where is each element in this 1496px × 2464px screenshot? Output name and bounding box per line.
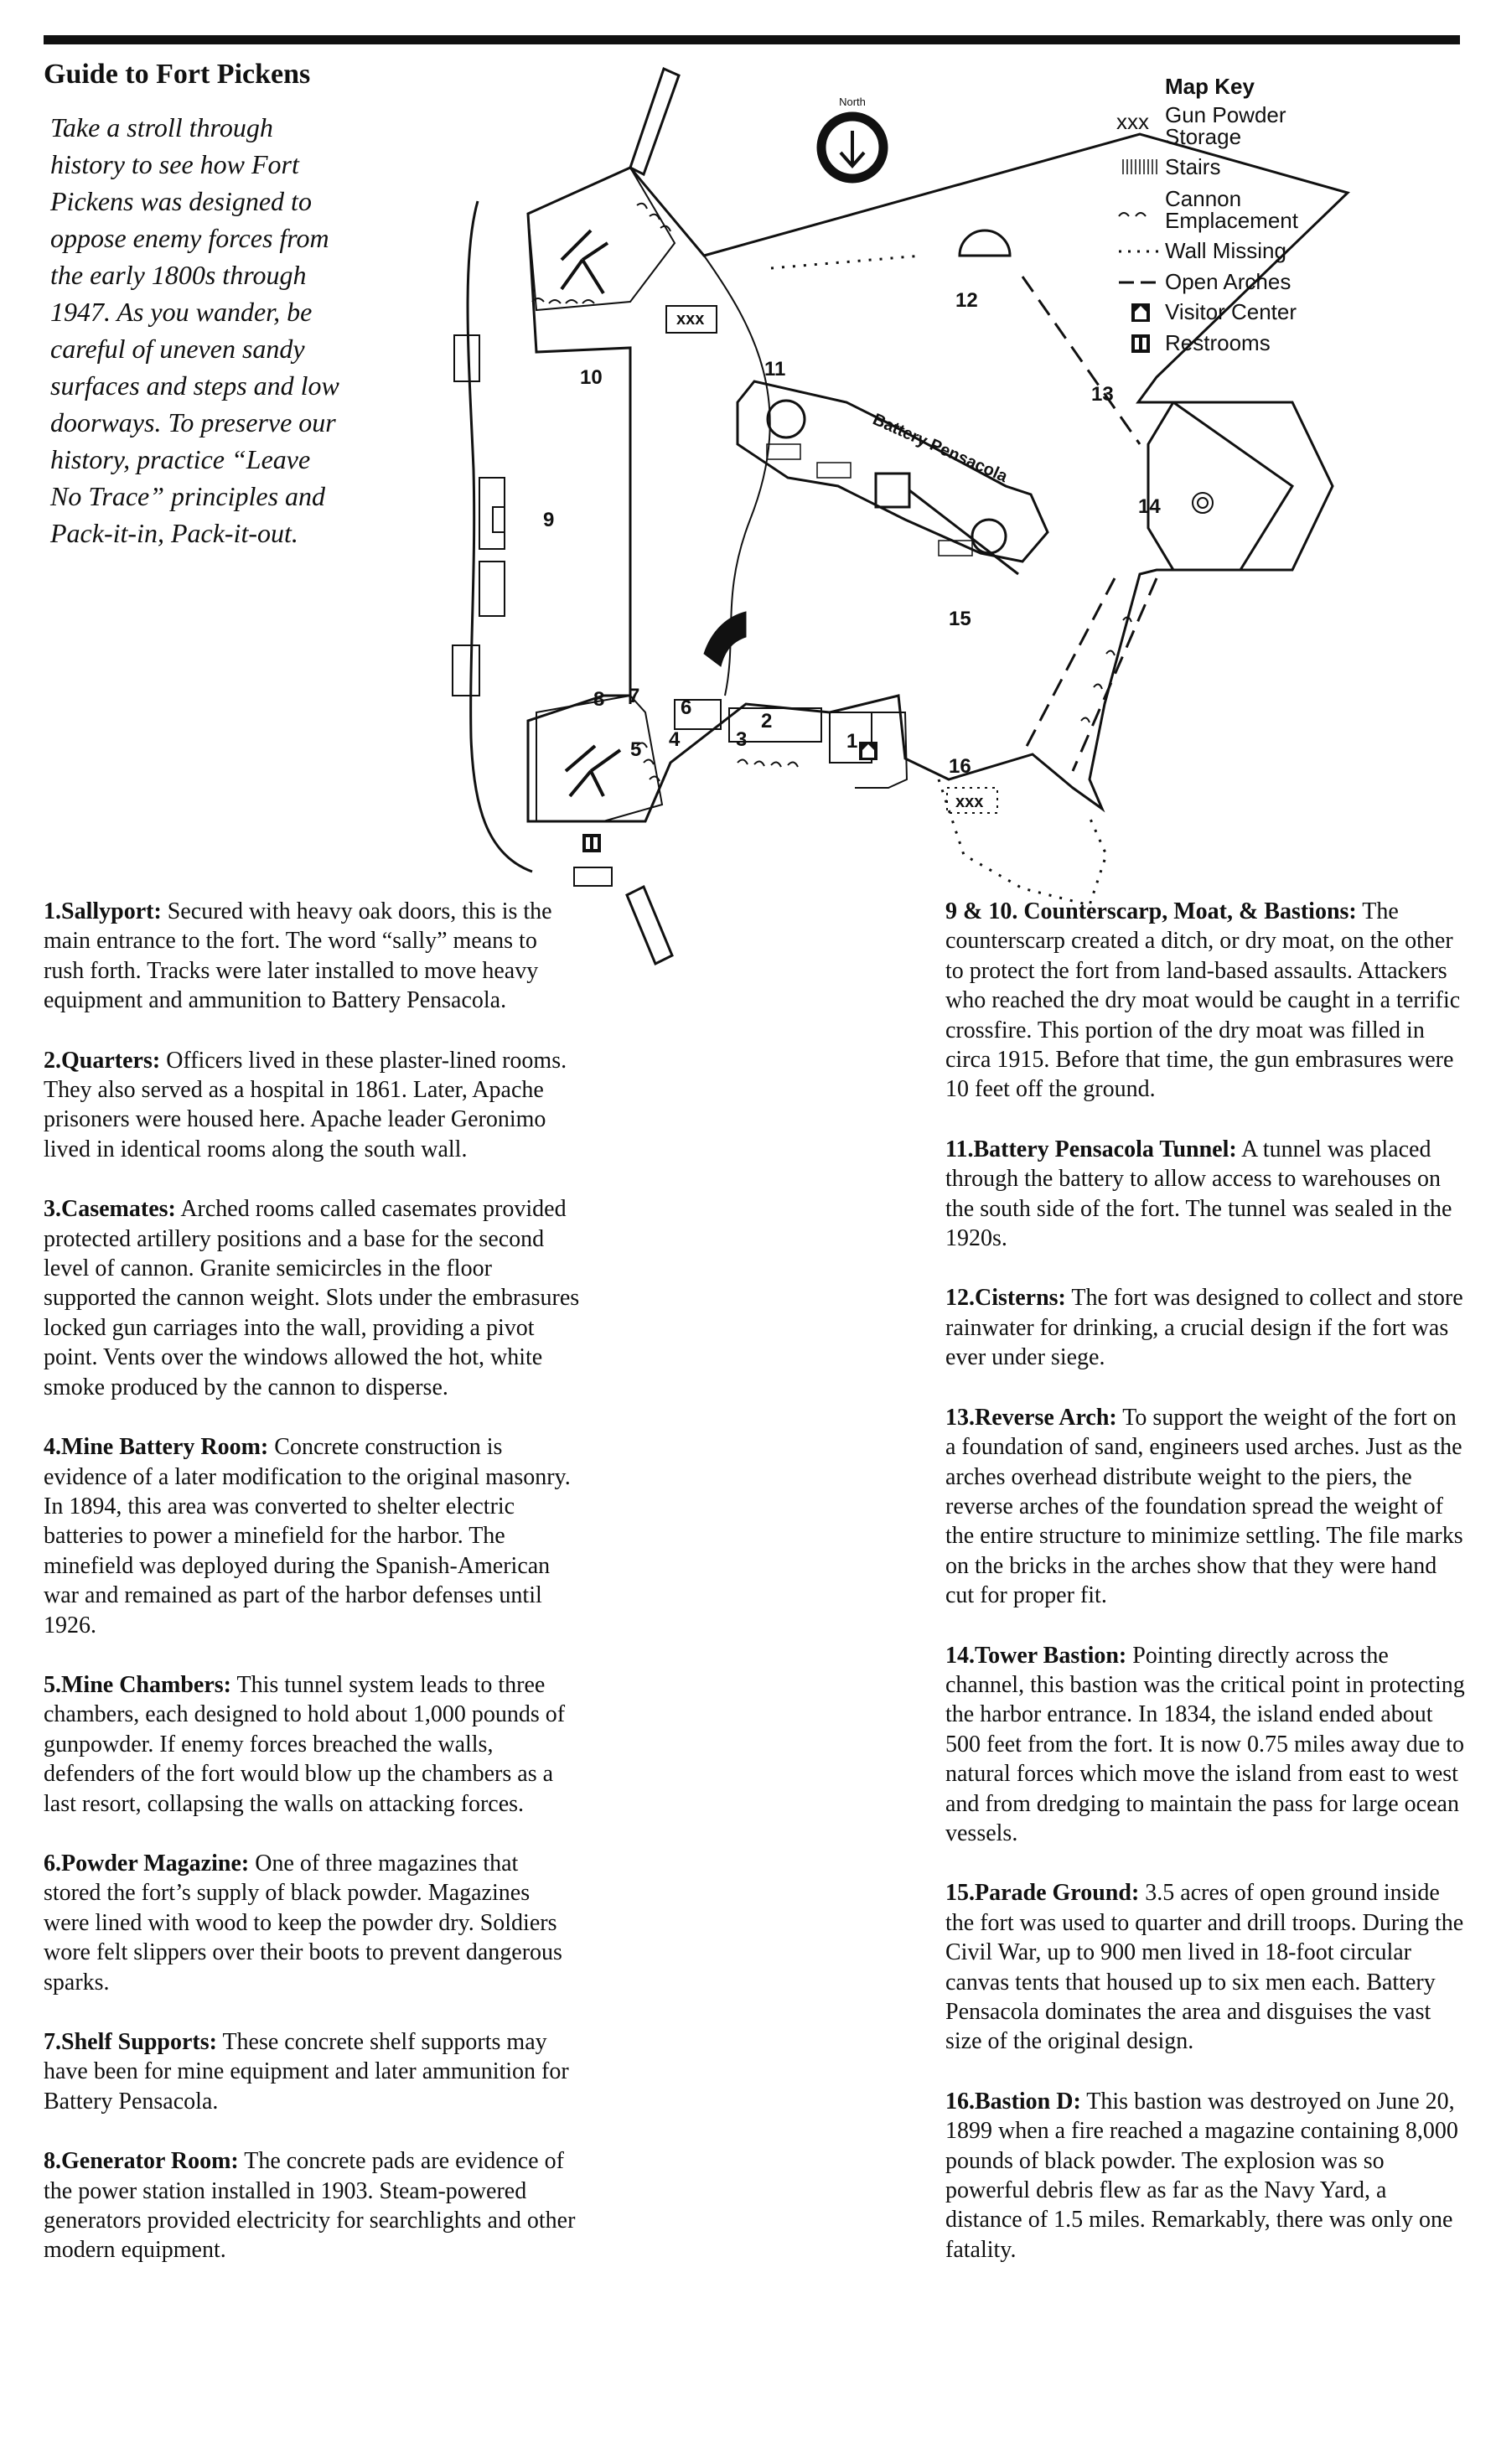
north-approach <box>630 69 679 174</box>
intro-line: history, practice “Leave <box>50 444 311 474</box>
entry-reverse-arch <box>945 1403 1465 1611</box>
entry-mine-chambers <box>44 1670 580 1819</box>
entry-title: 7.Shelf Supports: <box>44 2029 217 2055</box>
key-label: Restrooms <box>1165 330 1271 355</box>
entry-mine-battery-room <box>44 1432 580 1640</box>
gunpowder-mark: xxx <box>676 310 705 329</box>
entry-text: 3.5 acres of open ground inside the fort was used to quarter and drill troops. During the Civil War, up to 900 men lived in 18-foot circular canvas tents that housed up to six men each. Battery Pensacola dominates the area and disguises the vast size of the original design. <box>945 1880 1464 2055</box>
intro-line: 1947. As you wander, be <box>50 297 313 327</box>
stairs-icon <box>1123 159 1157 174</box>
map-key-title: Map Key <box>1165 74 1255 99</box>
entry-title: 9 & 10. Counterscarp, Moat, & Bastions: <box>945 898 1357 924</box>
top-rule <box>44 35 1460 44</box>
entry-text: Concrete construction is evidence of a later modification to the original masonry. In 1894, this area was converted to shelter electric batteries to power a minefield for the harbor. The minefield was deployed during the Spanish-American war and remained as part of the harbor defenses until 1926. <box>44 1434 571 1638</box>
entry-title: 4.Mine Battery Room: <box>44 1434 269 1461</box>
map-number: 1 <box>846 730 858 753</box>
key-label: Stairs <box>1165 154 1221 179</box>
intro-line: Pack-it-in, Pack-it-out. <box>50 518 298 548</box>
entry-counterscarp <box>945 897 1465 1105</box>
entry-text: This tunnel system leads to three chambers, each designed to hold about 1,000 pounds of gunpowder. If enemy forces breached the walls, defenders of the fort would blow up the chambers as a last resort, collapsing the walls on attacking forces. <box>44 1671 566 1817</box>
key-label: Open Arches <box>1165 269 1292 294</box>
entry-title: 2.Quarters: <box>44 1047 161 1074</box>
bastion-southwest <box>536 696 662 821</box>
page-title: Guide to Fort Pickens <box>44 59 311 90</box>
map-number: 12 <box>955 289 978 312</box>
entry-title: 12.Cisterns: <box>945 1285 1066 1312</box>
entry-powder-magazine <box>44 1849 580 1997</box>
entry-text: Officers lived in these plaster-lined rooms. They also served as a hospital in 1861. Later, Apache prisoners were housed here. Apache leader Geronimo lived in identical rooms along the south wall. <box>44 1047 567 1162</box>
entry-title: 11.Battery Pensacola Tunnel: <box>945 1136 1237 1162</box>
visitor-center-icon <box>1131 303 1150 322</box>
gunpowder-mark: xxx <box>955 793 984 811</box>
intro-line: No Trace” principles and <box>50 481 326 511</box>
entry-bastion-d <box>945 2087 1465 2265</box>
tower-bastion <box>1148 402 1333 570</box>
cannon-emplacement-icon <box>1119 213 1146 216</box>
cistern <box>960 230 1010 256</box>
map-number: 16 <box>949 755 971 778</box>
map-number: 10 <box>580 366 603 389</box>
entry-sallyport <box>44 897 580 1016</box>
entry-shelf-supports <box>44 2027 580 2116</box>
entry-text: To support the weight of the fort on a foundation of sand, engineers used arches. Just as the arches overhead distribute weight to the piers, the reverse arches of the foundation spread the weight of the entire structure to minimize settling. The file marks on the bricks in the arches show that they were hand cut for proper fit. <box>945 1404 1463 1609</box>
key-label: Gun Powder <box>1165 102 1286 127</box>
map-number: 15 <box>949 608 971 630</box>
map-number: 7 <box>629 685 640 707</box>
intro-line: surfaces and steps and low <box>50 370 339 401</box>
entries-left <box>44 897 580 2296</box>
map-number: 9 <box>543 509 555 531</box>
entry-text: Pointing directly across the channel, this bastion was the critical point in protecting the harbor entrance. In 1834, the island ended about 500 feet from the fort. It is now 0.75 miles away due to natural forces which move the island from east to west and from dredging to maintain the pass for large ocean vessels. <box>945 1642 1465 1846</box>
entry-title: 8.Generator Room: <box>44 2148 239 2175</box>
entry-battery-tunnel <box>945 1135 1465 1254</box>
map-number: 6 <box>681 696 692 719</box>
stairs-icon <box>767 444 972 556</box>
south-approach <box>627 887 672 964</box>
intro-line: Pickens was designed to <box>50 186 312 216</box>
map-number: 11 <box>764 358 786 380</box>
entry-title: 15.Parade Ground: <box>945 1880 1140 1907</box>
map-number: 8 <box>593 688 605 711</box>
entry-title: 6.Powder Magazine: <box>44 1850 250 1876</box>
entry-text: The fort was designed to collect and store rainwater for drinking, a crucial design if the fort was ever under siege. <box>945 1285 1463 1371</box>
entries-right <box>945 897 1465 2295</box>
intro-line: the early 1800s through <box>50 260 307 290</box>
entry-text: The concrete pads are evidence of the power station installed in 1903. Steam-powered generators provided electricity for searchlights and other modern equipment. <box>44 2148 576 2264</box>
entry-title: 5.Mine Chambers: <box>44 1671 231 1698</box>
intro-line: careful of uneven sandy <box>50 334 305 364</box>
entry-text: These concrete shelf supports may have been for mine equipment and later ammunition for Battery Pensacola. <box>44 2029 569 2115</box>
counterscarp-line <box>468 201 532 872</box>
entry-tower-bastion <box>945 1641 1465 1849</box>
map-key <box>1116 74 1299 355</box>
key-label: Visitor Center <box>1165 299 1297 324</box>
entry-text: The counterscarp created a ditch, or dry moat, on the other to protect the fort from land-based assaults. Attackers who reached the dry moat would be caught in a terrific crossfire. This portion of the dry moat was filled in circa 1915. Before that time, the gun embrasures were 10 feet off the ground. <box>945 898 1461 1103</box>
key-gunpowder-symbol: xxx <box>1116 109 1149 134</box>
entry-text: A tunnel was placed through the battery to allow access to warehouses on the south side of the fort. The tunnel was sealed in the 1920s. <box>945 1136 1452 1252</box>
intro-line: Take a stroll through <box>50 112 273 142</box>
key-label: Storage <box>1165 124 1242 149</box>
stairs-icon <box>574 867 612 886</box>
stairs-icon <box>704 612 746 666</box>
map-number: 5 <box>630 738 642 761</box>
entry-cisterns <box>945 1283 1465 1372</box>
entry-generator-room <box>44 2146 580 2265</box>
restrooms-icon <box>582 834 601 852</box>
entry-title: 1.Sallyport: <box>44 898 162 924</box>
entry-text: This bastion was destroyed on June 20, 1899 when a fire reached a magazine containing 8,000 pounds of black powder. The explosion was so powerful debris flew as far as the Navy Yard, a distance of 1.5 miles. Remarkably, there was only one fatality. <box>945 2088 1458 2263</box>
intro-paragraph <box>50 109 369 551</box>
entry-quarters <box>44 1046 580 1165</box>
entry-title: 13.Reverse Arch: <box>945 1404 1117 1431</box>
map-number: 14 <box>1138 495 1161 518</box>
key-label: Wall Missing <box>1165 238 1286 263</box>
restrooms-icon <box>1131 334 1150 353</box>
map-number: 3 <box>736 728 748 751</box>
map-number: 2 <box>761 710 773 732</box>
fort-map <box>436 50 1462 981</box>
entry-text: Arched rooms called casemates provided protected artillery positions and a base for the second level of cannon. Granite semicircles in the floor supported the cannon weight. Slots under the embrasures locked gun carriages into the wall, providing a pivot point. Vents over the windows allowed the hot, white smoke produced by the cannon to disperse. <box>44 1196 580 1400</box>
battery-label: Battery Pensacola <box>869 410 1011 487</box>
entry-title: 14.Tower Bastion: <box>945 1642 1127 1669</box>
entry-title: 3.Casemates: <box>44 1196 176 1223</box>
entry-parade-ground <box>945 1878 1465 2056</box>
map-number: 13 <box>1091 383 1114 406</box>
north-arrow-icon <box>821 96 883 179</box>
entry-casemates <box>44 1194 580 1402</box>
key-label: Cannon <box>1165 186 1242 211</box>
intro-line: oppose enemy forces from <box>50 223 329 253</box>
fort-wall <box>528 134 1348 821</box>
intro-line: history to see how Fort <box>50 149 299 179</box>
key-label: Emplacement <box>1165 208 1298 233</box>
entry-title: 16.Bastion D: <box>945 2088 1081 2115</box>
north-label: North <box>839 96 866 108</box>
entry-text: Secured with heavy oak doors, this is the main entrance to the fort. The word “sally” means to rush forth. Tracks were later installed to move heavy equipment and ammunition to Battery Pensacola. <box>44 898 552 1014</box>
map-number: 4 <box>669 728 681 751</box>
entry-text: One of three magazines that stored the fort’s supply of black powder. Magazines were lined with wood to keep the powder dry. Soldiers wore felt slippers over their boots to prevent dangerous sparks. <box>44 1850 562 1996</box>
visitor-center-icon <box>859 742 877 760</box>
intro-line: doorways. To preserve our <box>50 407 336 437</box>
